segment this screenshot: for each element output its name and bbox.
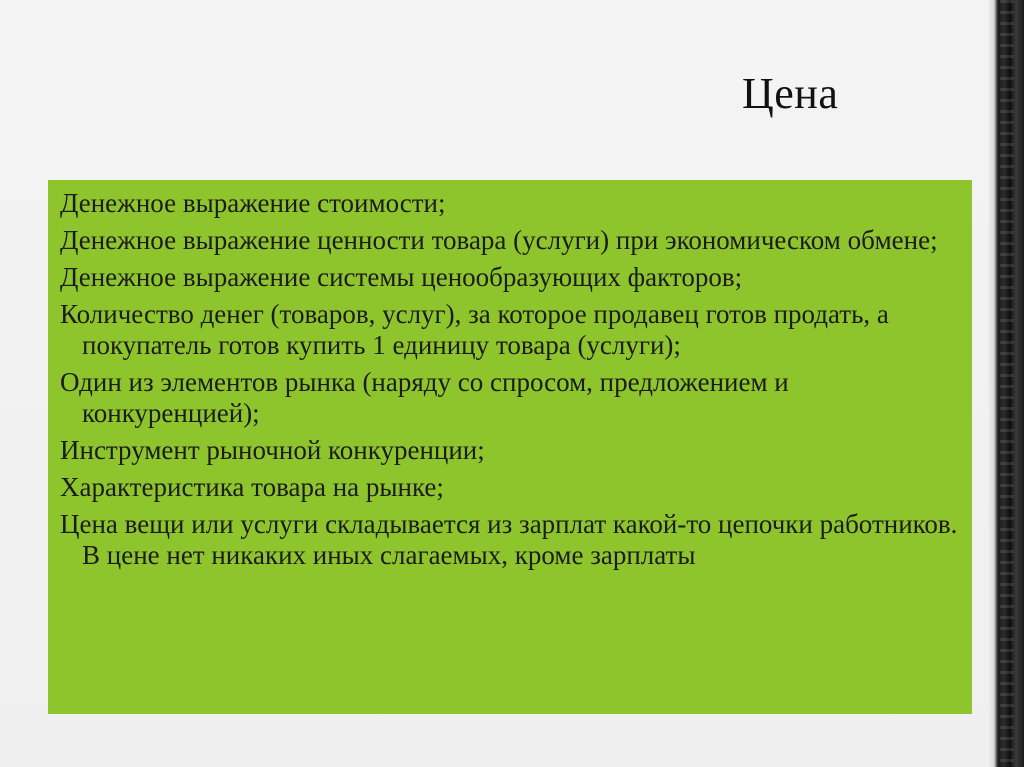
definition-text: Цена вещи или услуги складывается из зарплат какой-то цепочки работников. В цене нет никаких иных слагаемых, кроме зарплаты: [60, 509, 958, 570]
slide-title: Цена: [742, 69, 839, 118]
definition-text: Инструмент рыночной конкуренции;: [60, 435, 485, 465]
definition-text: Один из элементов рынка (наряду со спросом, предложением и конкуренцией);: [60, 367, 789, 428]
definitions-list: [60, 188, 960, 571]
definition-text: Характеристика товара на рынке;: [60, 472, 444, 502]
slide-edge-decoration: [988, 0, 1024, 767]
definition-item-4: [60, 299, 960, 361]
definition-item-1: [60, 188, 960, 219]
definition-text: Денежное выражение ценности товара (услуги) при экономическом обмене;: [60, 225, 938, 255]
definition-item-6: [60, 435, 960, 466]
definition-item-2: [60, 225, 960, 256]
definition-item-3: [60, 262, 960, 293]
definition-text: Денежное выражение стоимости;: [60, 188, 446, 218]
definition-text: Количество денег (товаров, услуг), за которое продавец готов продать, а покупатель готов купить 1 единицу товара (услуги);: [60, 299, 889, 360]
definition-item-7: [60, 472, 960, 503]
definition-item-5: [60, 367, 960, 429]
definition-item-8: [60, 509, 960, 571]
definitions-box: [48, 180, 972, 714]
definition-text: Денежное выражение системы ценообразующих факторов;: [60, 262, 743, 292]
